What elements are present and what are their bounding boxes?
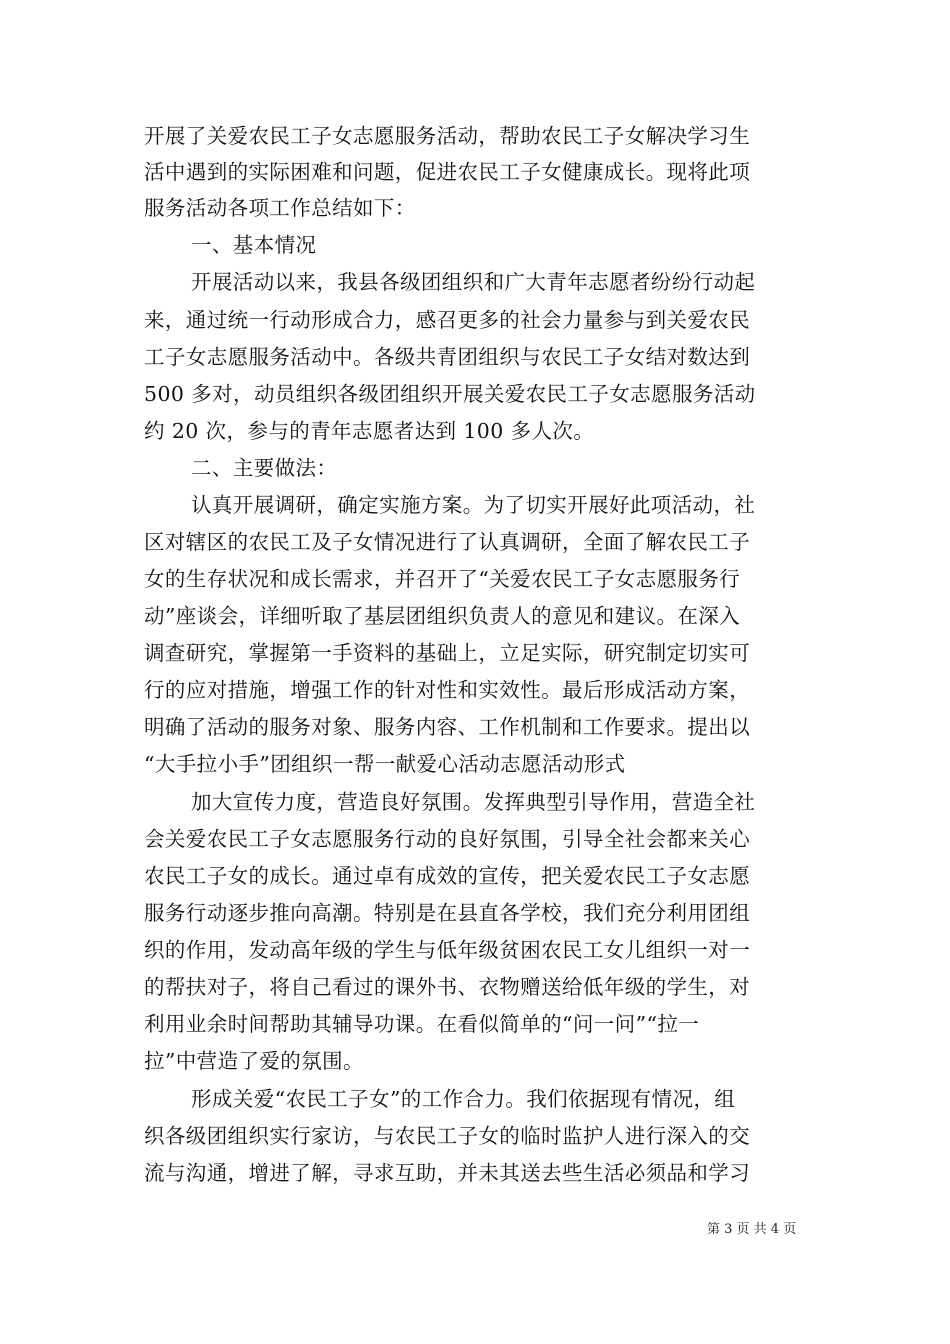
text-line: 约 20 次，参与的青年志愿者达到 100 多人次。 [144,419,595,443]
text-line: 的帮扶对子，将自己看过的课外书、衣物赠送给低年级的学生，对 [144,975,751,999]
text-line: 动”座谈会，详细听取了基层团组织负责人的意见和建议。在深入 [144,604,741,628]
text-line: 认真开展调研，确定实施方案。为了切实开展好此项活动，社 [191,493,756,517]
text-line: 流与沟通，增进了解，寻求互助，并未其送去些生活必须品和学习 [144,1161,751,1185]
text-line: 织的作用，发动高年级的学生与低年级贫困农民工女儿组织一对一 [144,938,751,962]
text-line: 明确了活动的服务对象、服务内容、工作机制和工作要求。提出以 [144,715,751,739]
text-line: 调查研究，掌握第一手资料的基础上，立足实际，研究制定切实可 [144,641,751,665]
text-line: 500 多对，动员组织各级团组织开展关爱农民工子女志愿服务活动 [144,382,756,406]
text-line: “大手拉小手”团组织一帮一献爱心活动志愿活动形式 [144,752,626,776]
section-heading: 一、基本情况 [191,233,317,257]
text-line: 活中遇到的实际困难和问题，促进农民工子女健康成长。现将此项 [144,160,751,184]
text-line: 利用业余时间帮助其辅导功课。在看似简单的“问一问”“拉一 [144,1012,700,1036]
text-line: 区对辖区的农民工及子女情况进行了认真调研，全面了解农民工子 [144,530,751,554]
text-line: 开展活动以来，我县各级团组织和广大青年志愿者纷纷行动起 [191,270,756,294]
text-line: 开展了关爱农民工子女志愿服务活动，帮助农民工子女解决学习生 [144,124,751,148]
text-line: 行的应对措施，增强工作的针对性和实效性。最后形成活动方案， [144,678,751,702]
text-line: 工子女志愿服务活动中。各级共青团组织与农民工子女结对数达到 [144,345,751,369]
text-line: 来，通过统一行动形成合力，感召更多的社会力量参与到关爱农民 [144,308,751,332]
text-line: 加大宣传力度，营造良好氛围。发挥典型引导作用，营造全社 [191,790,756,814]
text-line: 形成关爱“农民工子女”的工作合力。我们依据现有情况，组 [191,1087,736,1111]
text-line: 女的生存状况和成长需求，并召开了“关爱农民工子女志愿服务行 [144,567,741,591]
text-line: 服务活动各项工作总结如下： [144,196,416,220]
text-line: 织各级团组织实行家访，与农民工子女的临时监护人进行深入的交 [144,1124,751,1148]
page-number-footer: 第 3 页 共 4 页 [707,1222,797,1237]
text-line: 拉”中营造了爱的氛围。 [144,1049,364,1073]
text-line: 服务行动逐步推向高潮。特别是在县直各学校，我们充分利用团组 [144,901,751,925]
text-line: 会关爱农民工子女志愿服务行动的良好氛围，引导全社会都来关心 [144,827,751,851]
text-line: 农民工子女的成长。通过卓有成效的宣传，把关爱农民工子女志愿 [144,864,751,888]
section-heading: 二、主要做法： [191,456,338,480]
